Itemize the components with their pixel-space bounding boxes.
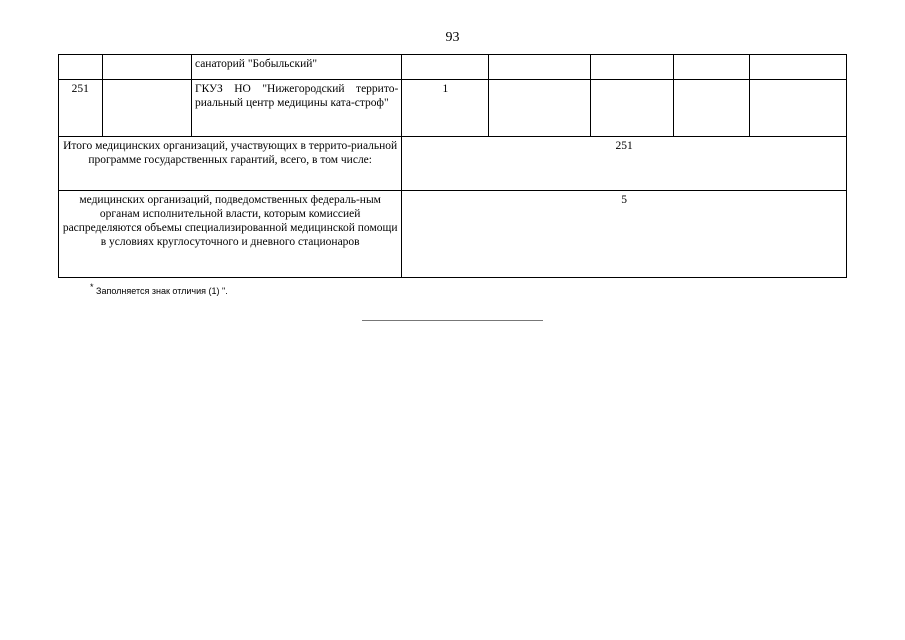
value-cell bbox=[402, 55, 489, 80]
value-cell bbox=[749, 55, 846, 80]
federal-label-cell: медицинских организаций, подведомственных федераль-ным органам исполнительной власти, которым комиссией распределяются объемы специализированной медицинской помощи в условиях круглосуточного и дневного стационаров bbox=[59, 191, 402, 278]
value-cell bbox=[489, 55, 590, 80]
organization-name-cell: санаторий "Бобыльский" bbox=[191, 55, 401, 80]
row-number-cell: 251 bbox=[59, 80, 103, 137]
federal-value-cell: 5 bbox=[402, 191, 847, 278]
footnote-text: Заполняется знак отличия (1) bbox=[96, 286, 220, 296]
page-number: 93 bbox=[445, 30, 460, 45]
organization-name-cell: ГКУЗ НО "Нижегородский террито-риальный центр медицины ката-строф" bbox=[191, 80, 401, 137]
value-cell bbox=[590, 55, 673, 80]
value-cell bbox=[673, 55, 749, 80]
footnote-marker: * bbox=[90, 282, 94, 292]
footnote bbox=[90, 282, 228, 296]
value-cell bbox=[489, 80, 590, 137]
separator-line bbox=[362, 320, 543, 321]
table-row bbox=[59, 80, 847, 137]
code-cell bbox=[102, 55, 191, 80]
table-row bbox=[59, 55, 847, 80]
value-cell bbox=[590, 80, 673, 137]
footnote-suffix: ". bbox=[222, 286, 228, 296]
total-label-cell: Итого медицинских организаций, участвующих в террито-риальной программе государственных гарантий, всего, в том числе: bbox=[59, 137, 402, 191]
value-cell: 1 bbox=[402, 80, 489, 137]
total-row bbox=[59, 137, 847, 191]
organizations-table bbox=[58, 54, 847, 278]
value-cell bbox=[749, 80, 846, 137]
code-cell bbox=[102, 80, 191, 137]
row-number-cell bbox=[59, 55, 103, 80]
federal-row bbox=[59, 191, 847, 278]
value-cell bbox=[673, 80, 749, 137]
total-value-cell: 251 bbox=[402, 137, 847, 191]
